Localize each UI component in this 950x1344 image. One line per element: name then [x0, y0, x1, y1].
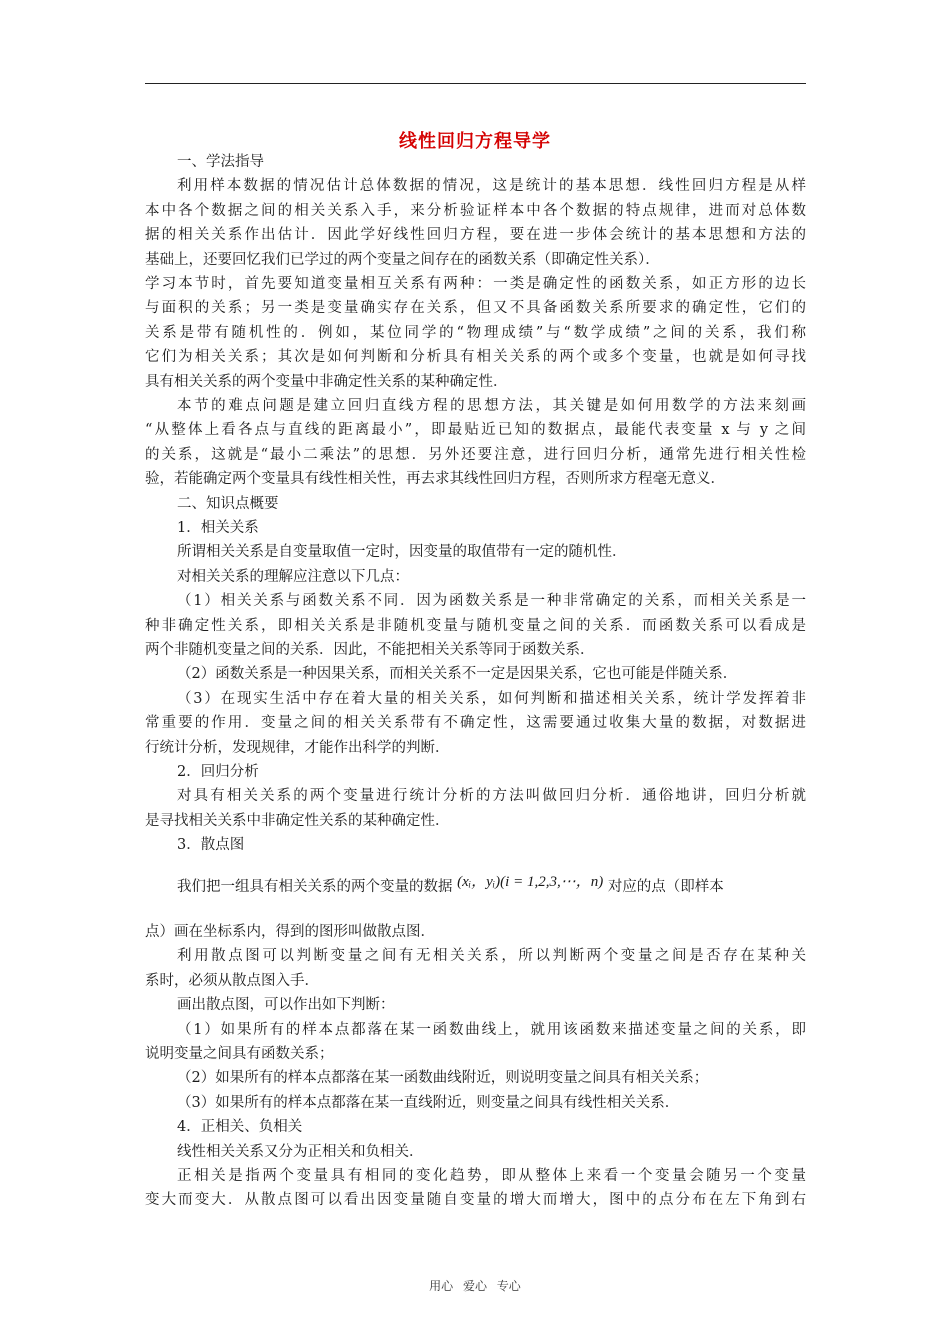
text-line: 线性相关关系又分为正相关和负相关． [177, 1143, 424, 1160]
text-line: 行统计分析，发现规律，才能作出科学的判断． [145, 739, 450, 756]
text-line: （3）如果所有的样本点都落在某一直线附近，则变量之间具有线性相关关系． [177, 1094, 680, 1111]
text-line: 具有相关关系的两个变量中非确定性关系的某种确定性． [145, 373, 508, 390]
text-line: 本节的难点问题是建立回归直线方程的思想方法，其关键是如何用数学的方法来刻画 [177, 398, 806, 414]
text-line: 与面积的关系；另一类是变量确实存在关系，但又不具备函数关系所要求的确定性，它们的 [145, 300, 806, 317]
text-line: 是寻找相关关系中非确定性关系的某种确定性． [145, 812, 450, 829]
text-line: 点）画在坐标系内，得到的图形叫做散点图． [145, 924, 435, 940]
document-title: 线性回归方程导学 [399, 131, 551, 152]
text-line: （2）函数关系是一种因果关系，而相关关系不一定是因果关系，它也可能是伴随关系． [177, 666, 738, 683]
page-footer: 用心 爱心 专心 [429, 1279, 521, 1293]
data-pairs-formula: (xᵢ，yᵢ)(i = 1,2,3,⋯，n) [457, 874, 604, 890]
text-line: （2）如果所有的样本点都落在某一函数曲线附近，则说明变量之间具有相关关系； [177, 1070, 709, 1087]
text-line: 变大而变大．从散点图可以看出因变量随自变量的增大而增大，图中的点分布在左下角到右 [145, 1192, 806, 1209]
text-line: 本中各个数据之间的相关关系入手，来分析验证样本中各个数据的特点规律，进而对总体数 [145, 202, 806, 219]
scatter-line-before: 我们把一组具有相关关系的两个变量的数据 [177, 879, 453, 895]
scatter-line-after: 对应的点（即样本 [607, 879, 724, 895]
text-line: 正相关是指两个变量具有相同的变化趋势，即从整体上来看一个变量会随另一个变量 [177, 1168, 806, 1184]
text-line: 所谓相关关系是自变量取值一定时，因变量的取值带有一定的随机性． [177, 544, 627, 561]
text-line: 4．正相关、负相关 [177, 1119, 303, 1136]
text-line: 二、知识点概要 [177, 495, 279, 512]
header-rule [145, 83, 806, 84]
text-line: 一、学法指导 [177, 154, 264, 170]
text-line: 基础上，还要回忆我们已学过的两个变量之间存在的函数关系（即确定性关系）． [145, 251, 660, 268]
text-line: 验，若能确定两个变量具有线性相关性，再去求其线性回归方程，否则所求方程毫无意义． [145, 471, 725, 488]
text-line: 常重要的作用．变量之间的相关关系带有不确定性，这需要通过收集大量的数据，对数据进 [145, 715, 806, 732]
text-line: 1．相关关系 [177, 520, 259, 536]
text-line: （3）在现实生活中存在着大量的相关关系，如何判断和描述相关关系，统计学发挥着非 [177, 690, 806, 707]
text-line: （1）如果所有的样本点都落在某一函数曲线上，就用该函数来描述变量之间的关系，即 [177, 1021, 806, 1038]
text-line: 利用散点图可以判断变量之间有无相关关系，所以判断两个变量之间是否存在某种关 [177, 948, 806, 965]
scatter-plot-definition-line [145, 874, 838, 897]
text-line: 学习本节时，首先要知道变量相互关系有两种：一类是确定性的函数关系，如正方形的边长 [145, 276, 806, 292]
text-line: （1）相关关系与函数关系不同．因为函数关系是一种非常确定的关系，而相关关系是一 [177, 593, 806, 610]
text-line: 3．散点图 [177, 837, 245, 854]
text-line: 画出散点图，可以作出如下判断： [177, 997, 395, 1014]
text-line: 利用样本数据的情况估计总体数据的情况，这是统计的基本思想．线性回归方程是从样 [177, 178, 806, 195]
text-line: 的关系，这就是“最小二乘法”的思想．另外还要注意，进行回归分析，通常先进行相关性检 [145, 446, 806, 463]
text-line: 两个非随机变量之间的关系．因此，不能把相关关系等同于函数关系． [145, 642, 595, 658]
text-line: 说明变量之间具有函数关系； [145, 1046, 334, 1062]
text-line: “从整体上看各点与直线的距离最小”，即最贴近已知的数据点，最能代表变量 x 与 y 之间 [145, 422, 806, 439]
text-line: 种非确定性关系，即相关关系是非随机变量与随机变量之间的关系．而函数关系可以看成是 [145, 617, 806, 634]
text-line: 对相关关系的理解应注意以下几点： [177, 568, 409, 585]
text-line: 关系是带有随机性的．例如，某位同学的“物理成绩”与“数学成绩”之间的关系，我们称 [145, 324, 806, 341]
text-line: 它们为相关关系；其次是如何判断和分析具有相关关系的两个或多个变量，也就是如何寻找 [145, 349, 806, 366]
text-line: 2．回归分析 [177, 764, 259, 780]
text-line: 系时，必须从散点图入手． [145, 972, 319, 989]
text-line: 据的相关关系作出估计．因此学好线性回归方程，要在进一步体会统计的基本思想和方法的 [145, 227, 806, 244]
text-line: 对具有相关关系的两个变量进行统计分析的方法叫做回归分析．通俗地讲，回归分析就 [177, 788, 806, 805]
